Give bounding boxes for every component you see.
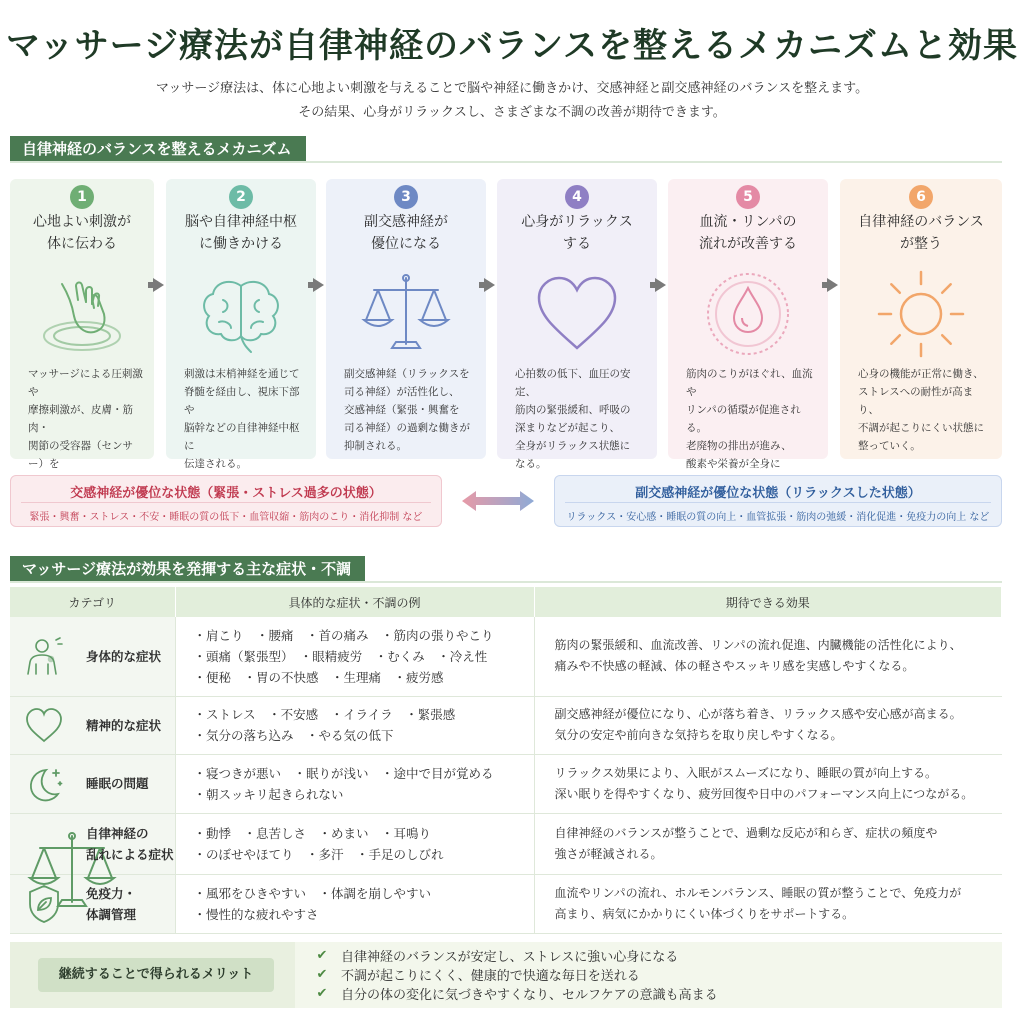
column-header-effects: 期待できる効果	[534, 587, 1002, 617]
effect-cell: 筋肉の緊張緩和、血流改善、リンパの流れ促進、内臓機能の活性化により、 痛みや不快感の軽減、体の軽さやスッキリ感を実感しやすくなる。	[534, 617, 1002, 696]
symptoms-cell: ・風邪をひきやすい ・体調を崩しやすい ・慢性的な疲れやすさ	[175, 874, 534, 933]
table-row	[10, 813, 1002, 874]
parasympathetic-state-desc: リラックス・安心感・睡眠の質の向上・血管拡張・筋肉の弛緩・消化促進・免疫力の向上 など	[566, 512, 990, 523]
category-cell	[10, 696, 175, 754]
brain-icon	[191, 264, 291, 364]
mechanism-step	[668, 179, 828, 470]
balance-scale-icon	[22, 822, 66, 866]
step-description: 心身の機能が正常に働き、 ストレスへの耐性が高まり、 不調が起こりにくい状態に 整っていく。	[858, 368, 984, 452]
mechanism-step	[840, 179, 1002, 459]
step-title: 血流・リンパの 流れが改善する	[699, 214, 797, 252]
mechanism-step	[497, 179, 657, 470]
sun-icon	[871, 264, 971, 364]
body-person-icon	[22, 634, 66, 678]
column-header-symptoms: 具体的な症状・不調の例	[175, 587, 534, 617]
sympathetic-state-divider	[21, 502, 431, 503]
check-icon: ✔	[316, 967, 328, 982]
table-row	[10, 696, 1002, 754]
category-cell	[10, 813, 175, 874]
flow-arrow-icon	[484, 278, 495, 292]
table-row	[10, 617, 1002, 696]
merit-item	[315, 946, 718, 965]
step-description: 刺激は末梢神経を通じて 脊髄を経由し、視床下部や 脳幹などの自律神経中枢に 伝達される。	[184, 368, 300, 470]
flow-arrow-icon	[655, 278, 666, 292]
effects-heading-line	[10, 581, 1002, 583]
step-number: 3	[394, 185, 418, 209]
balance-scale-icon	[356, 264, 456, 364]
heart-outline-icon	[22, 703, 66, 747]
step-description: 心拍数の低下、血圧の安定、 筋肉の緊張緩和、呼吸の 深まりなどが起こり、 全身がリラックス状態に なる。	[515, 368, 631, 470]
check-icon: ✔	[316, 948, 328, 963]
step-number: 5	[736, 185, 760, 209]
step-title: 副交感神経が 優位になる	[364, 214, 448, 252]
symptoms-cell: ・肩こり ・腰痛 ・首の痛み ・筋肉の張りやこり ・頭痛（緊張型） ・眼精疲労 ・むくみ ・冷え性 ・便秘 ・胃の不快感 ・生理痛 ・疲労感	[175, 617, 534, 696]
effects-table-header	[10, 587, 1002, 617]
symptoms-cell: ・ストレス ・不安感 ・イライラ ・緊張感 ・気分の落ち込み ・やる気の低下	[175, 696, 534, 754]
category-wrap	[10, 703, 175, 747]
step-description: 筋肉のこりがほぐれ、血流や リンパの循環が促進される。 老廃物の排出が進み、 酸素や栄養が全身に	[686, 368, 813, 470]
merit-label: 継続することで得られるメリット	[38, 958, 274, 992]
parasympathetic-state-title: 副交感神経が優位な状態（リラックスした状態）	[635, 486, 921, 501]
category-cell	[10, 617, 175, 696]
intro-line-1: マッサージ療法は、体に心地よい刺激を与えることで脳や神経に働きかけ、交感神経と副交感神経のバランスを整えます。	[155, 81, 869, 96]
mechanism-step	[326, 179, 486, 459]
mechanism-step	[10, 179, 154, 470]
parasympathetic-state-box	[554, 475, 1002, 527]
mechanism-heading-line	[10, 161, 1002, 163]
category-wrap	[10, 634, 175, 678]
table-row	[10, 754, 1002, 813]
merit-left-panel	[10, 942, 295, 1008]
effects-heading: マッサージ療法が効果を発揮する主な症状・不調	[10, 556, 365, 582]
effect-cell: 自律神経のバランスが整うことで、過剰な反応が和らぎ、症状の頻度や 強さが軽減される。	[534, 813, 1002, 874]
category-label: 免疫力・ 体調管理	[86, 885, 137, 922]
merit-item	[315, 965, 718, 984]
symptoms-cell: ・寝つきが悪い ・眠りが浅い ・途中で目が覚める ・朝スッキリ起きられない	[175, 754, 534, 813]
step-number: 6	[909, 185, 933, 209]
sympathetic-state-title: 交感神経が優位な状態（緊張・ストレス過多の状態）	[70, 486, 382, 501]
category-label: 精神的な症状	[86, 717, 162, 733]
category-label: 睡眠の問題	[86, 776, 149, 791]
step-title: 自律神経のバランス が整う	[858, 214, 984, 252]
step-title: 心地よい刺激が 体に伝わる	[33, 214, 131, 252]
merit-box	[10, 942, 1002, 1008]
double-arrow-icon	[460, 488, 536, 514]
step-number: 4	[565, 185, 589, 209]
flow-arrow-icon	[827, 278, 838, 292]
mechanism-heading: 自律神経のバランスを整えるメカニズム	[10, 136, 306, 162]
table-row	[10, 874, 1002, 933]
step-number: 1	[70, 185, 94, 209]
parasympathetic-state-divider	[565, 502, 991, 503]
mechanism-step	[166, 179, 316, 470]
category-wrap	[10, 822, 175, 866]
effects-table	[10, 587, 1002, 934]
merit-item	[315, 984, 718, 1003]
category-cell	[10, 874, 175, 933]
merit-item-text: 自分の体の変化に気づきやすくなり、セルフケアの意識も高まる	[341, 988, 718, 1003]
drop-icon	[698, 264, 798, 364]
shield-leaf-icon	[22, 882, 66, 926]
category-cell	[10, 754, 175, 813]
column-header-category: カテゴリ	[10, 587, 175, 617]
check-icon: ✔	[316, 986, 328, 1001]
step-title: 脳や自律神経中枢 に働きかける	[185, 214, 297, 252]
heart-icon	[527, 264, 627, 364]
step-title: 心身がリラックス する	[521, 214, 633, 252]
effect-cell: 血流やリンパの流れ、ホルモンバランス、睡眠の質が整うことで、免疫力が 高まり、病気にかかりにくい体づくりをサポートする。	[534, 874, 1002, 933]
intro-line-2: その結果、心身がリラックスし、さまざまな不調の改善が期待できます。	[298, 105, 726, 120]
symptoms-cell: ・動悸 ・息苦しさ ・めまい ・耳鳴り ・のぼせやほてり ・多汗 ・手足のしびれ	[175, 813, 534, 874]
effect-cell: リラックス効果により、入眠がスムーズになり、睡眠の質が向上する。 深い眠りを得やすくなり、疲労回復や日中のパフォーマンス向上につながる。	[534, 754, 1002, 813]
page-title: マッサージ療法が自律神経のバランスを整えるメカニズムと効果	[6, 26, 1018, 66]
effect-cell: 副交感神経が優位になり、心が落ち着き、リラックス感や安心感が高まる。 気分の安定や前向きな気持ちを取り戻しやすくなる。	[534, 696, 1002, 754]
sympathetic-state-desc: 緊張・興奮・ストレス・不安・睡眠の質の低下・血管収縮・筋肉のこり・消化抑制 など	[29, 512, 423, 523]
step-number: 2	[229, 185, 253, 209]
merit-item-text: 不調が起こりにくく、健康的で快適な毎日を送れる	[341, 969, 640, 984]
step-description: 副交感神経（リラックスを 司る神経）が活性化し、 交感神経（緊張・興奮を 司る神経）の過剰な働きが 抑制される。	[344, 368, 470, 452]
merit-item-text: 自律神経のバランスが安定し、ストレスに強い心身になる	[341, 950, 679, 965]
moon-stars-icon	[22, 762, 66, 806]
hand-massage-icon	[32, 264, 132, 364]
merit-list	[315, 946, 718, 1003]
category-label: 身体的な症状	[86, 648, 162, 664]
category-wrap	[10, 762, 175, 806]
flow-arrow-icon	[153, 278, 164, 292]
flow-arrow-icon	[313, 278, 324, 292]
category-wrap	[10, 882, 175, 926]
category-label: 自律神経の 乱れによる症状	[86, 825, 174, 862]
step-description: マッサージによる圧刺激や 摩擦刺激が、皮膚・筋肉・ 関節の受容器（センサー）を	[28, 368, 143, 470]
sympathetic-state-box	[10, 475, 442, 527]
